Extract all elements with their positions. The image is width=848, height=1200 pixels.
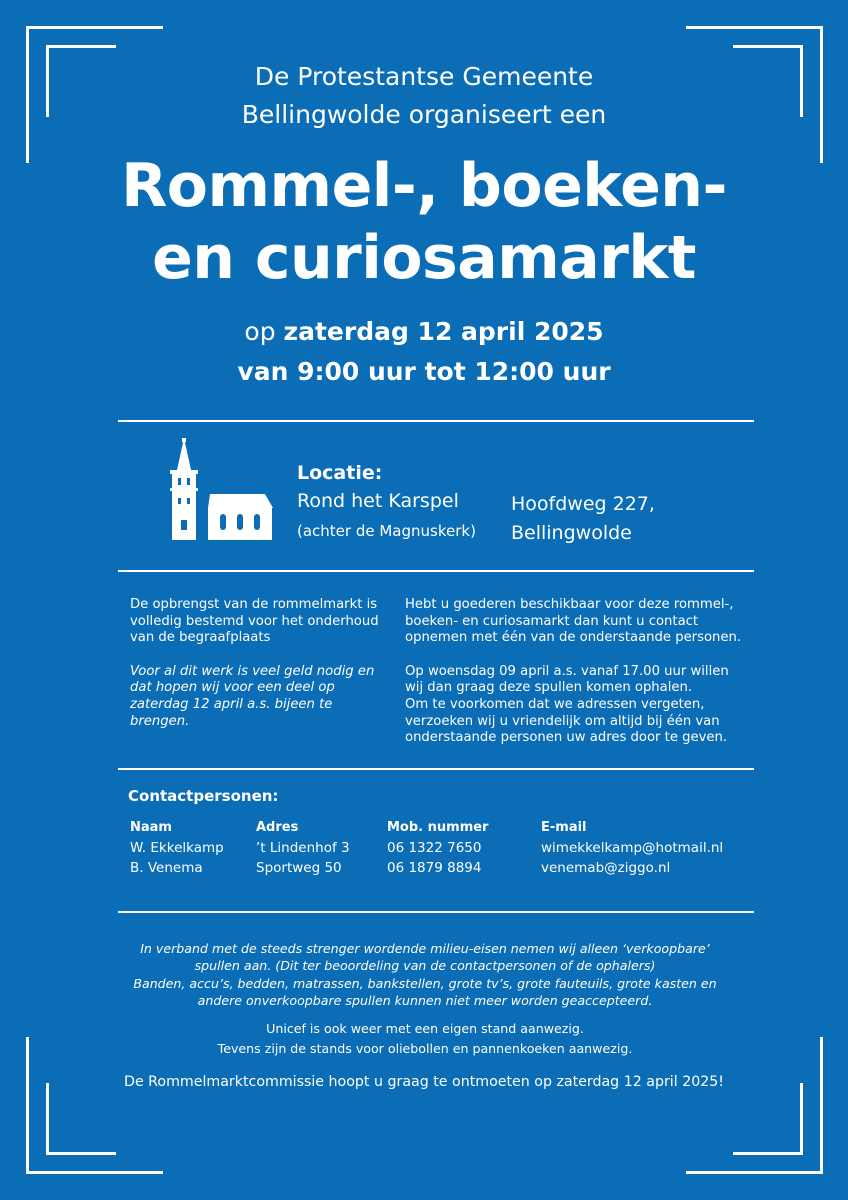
contact-address: Sportweg 50 xyxy=(256,860,342,876)
notice-line-3: Banden, accu’s, bedden, matrassen, bankstellen, grote tv’s, grote fauteuils, grote kasten en xyxy=(133,975,717,991)
contact-phone: 06 1322 7650 xyxy=(387,840,482,856)
contact-name: W. Ekkelkamp xyxy=(130,840,224,856)
extra-line-2: Tevens zijn de stands voor oliebollen en pannenkoeken aanwezig. xyxy=(217,1041,633,1056)
location-address xyxy=(511,490,655,548)
title-line-1: Rommel-, boeken- xyxy=(121,151,727,221)
column-header: Adres xyxy=(256,820,299,835)
contact-name: B. Venema xyxy=(130,860,203,876)
left-column xyxy=(130,597,385,747)
contact-address: ’t Lindenhof 3 xyxy=(256,840,350,856)
contact-email: venemab@ziggo.nl xyxy=(541,860,671,876)
poster-title xyxy=(0,150,848,294)
column-header: Mob. nummer xyxy=(387,820,489,835)
title-line-2: en curiosamarkt xyxy=(152,223,696,293)
date-prefix: op xyxy=(244,317,284,346)
closing-text: De Rommelmarktcommissie hoopt u graag te ontmoeten op zaterdag 12 april 2025! xyxy=(124,1074,724,1090)
event-date xyxy=(0,312,848,392)
location-street: Hoofdweg 227, xyxy=(511,493,655,515)
divider xyxy=(118,570,754,572)
contact-email: wimekkelkamp@hotmail.nl xyxy=(541,840,724,856)
location-town: Bellingwolde xyxy=(511,522,632,544)
notice-line-4: andere onverkoopbare spullen kunnen niet meer worden geaccepteerd. xyxy=(197,992,653,1008)
left-paragraph-2: Voor al dit werk is veel geld nodig en dat hopen wij voor een deel op zaterdag 12 april a.s. bijeen te brengen. xyxy=(130,663,375,729)
time-line xyxy=(0,352,848,392)
right-column xyxy=(405,597,745,747)
divider xyxy=(118,420,754,422)
contacts-heading: Contactpersonen: xyxy=(128,787,279,805)
column-header: Naam xyxy=(130,820,172,835)
extra-info xyxy=(130,1019,720,1059)
notice-line-2: spullen aan. (Dit ter beoordeling van de contactpersonen of de ophalers) xyxy=(194,958,656,974)
extra-line-1: Unicef is ook weer met een eigen stand aanwezig. xyxy=(266,1021,584,1036)
right-paragraph-3: Om te voorkomen dat we adressen vergeten, verzoeken wij u vriendelijk om altijd bij één van onderstaande personen uw adres door te geven. xyxy=(405,696,728,746)
church-icon xyxy=(170,438,276,546)
right-paragraph-2: Op woensdag 09 april a.s. vanaf 17.00 uur willen wij dan graag deze spullen komen ophalen. xyxy=(405,663,729,696)
notice-text xyxy=(130,940,720,1009)
intro-text xyxy=(0,58,848,134)
left-paragraph-1: De opbrengst van de rommelmarkt is volledig bestemd voor het onderhoud van de begraafplaats xyxy=(130,597,379,646)
divider xyxy=(118,768,754,770)
divider xyxy=(118,911,754,913)
date-time: van 9:00 uur tot 12:00 uur xyxy=(237,357,611,386)
intro-line-1: De Protestantse Gemeente xyxy=(254,62,594,91)
right-paragraph-1: Hebt u goederen beschikbaar voor deze rommel-, boeken- en curiosamarkt dan kunt u contact opnemen met één van de onderstaande personen. xyxy=(405,597,742,646)
location-heading: Locatie: xyxy=(297,462,383,484)
date-line xyxy=(0,312,848,352)
column-header: E-mail xyxy=(541,820,587,835)
contact-phone: 06 1879 8894 xyxy=(387,860,482,876)
notice-line-1: In verband met de steeds strenger wordende milieu-eisen nemen wij alleen ‘verkoopbare’ xyxy=(140,941,710,956)
intro-line-2: Bellingwolde organiseert een xyxy=(241,100,607,129)
location-subtitle: (achter de Magnuskerk) xyxy=(297,522,476,540)
location-name: Rond het Karspel xyxy=(297,490,459,512)
date-day: zaterdag 12 april 2025 xyxy=(283,317,604,346)
